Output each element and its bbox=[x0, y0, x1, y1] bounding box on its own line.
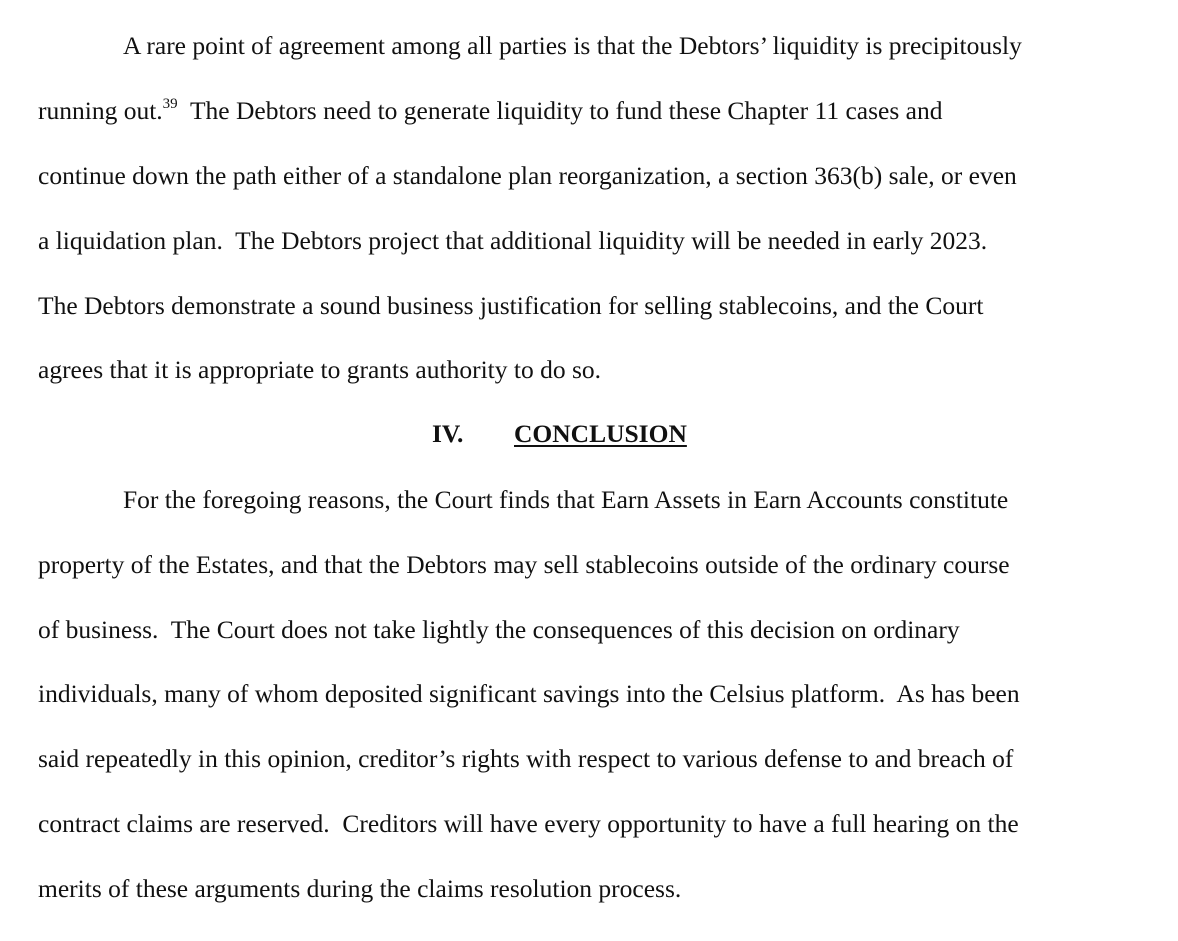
paragraph-line: continue down the path either of a standalone plan reorganization, a section 363(b) sale, or even bbox=[38, 161, 1017, 190]
section-title: CONCLUSION bbox=[514, 419, 687, 448]
paragraph-line: contract claims are reserved. Creditors will have every opportunity to have a full hearing on the bbox=[38, 809, 1019, 838]
paragraph-line: merits of these arguments during the claims resolution process. bbox=[38, 874, 682, 903]
section-number: IV. bbox=[432, 419, 464, 448]
paragraph-line: A rare point of agreement among all parties is that the Debtors’ liquidity is precipitously bbox=[123, 31, 1022, 60]
paragraph-line bbox=[38, 96, 942, 126]
footnote-reference[interactable]: 39 bbox=[162, 96, 178, 112]
line-text: running out. bbox=[38, 96, 163, 125]
paragraph-line: For the foregoing reasons, the Court finds that Earn Assets in Earn Accounts constitute bbox=[123, 485, 1009, 514]
paragraph-line: property of the Estates, and that the Debtors may sell stablecoins outside of the ordinary course bbox=[38, 550, 1010, 579]
paragraph-line: of business. The Court does not take lightly the consequences of this decision on ordinary bbox=[38, 615, 960, 644]
paragraph-line: said repeatedly in this opinion, creditor’s rights with respect to various defense to and breach of bbox=[38, 744, 1014, 773]
paragraph-line: The Debtors demonstrate a sound business justification for selling stablecoins, and the Court bbox=[38, 291, 984, 320]
paragraph-line: agrees that it is appropriate to grants authority to do so. bbox=[38, 355, 601, 384]
paragraph-line: a liquidation plan. The Debtors project that additional liquidity will be needed in early 2023. bbox=[38, 226, 988, 255]
line-text: The Debtors need to generate liquidity to fund these Chapter 11 cases and bbox=[177, 96, 943, 125]
paragraph-line: individuals, many of whom deposited significant savings into the Celsius platform. As has been bbox=[38, 679, 1020, 708]
